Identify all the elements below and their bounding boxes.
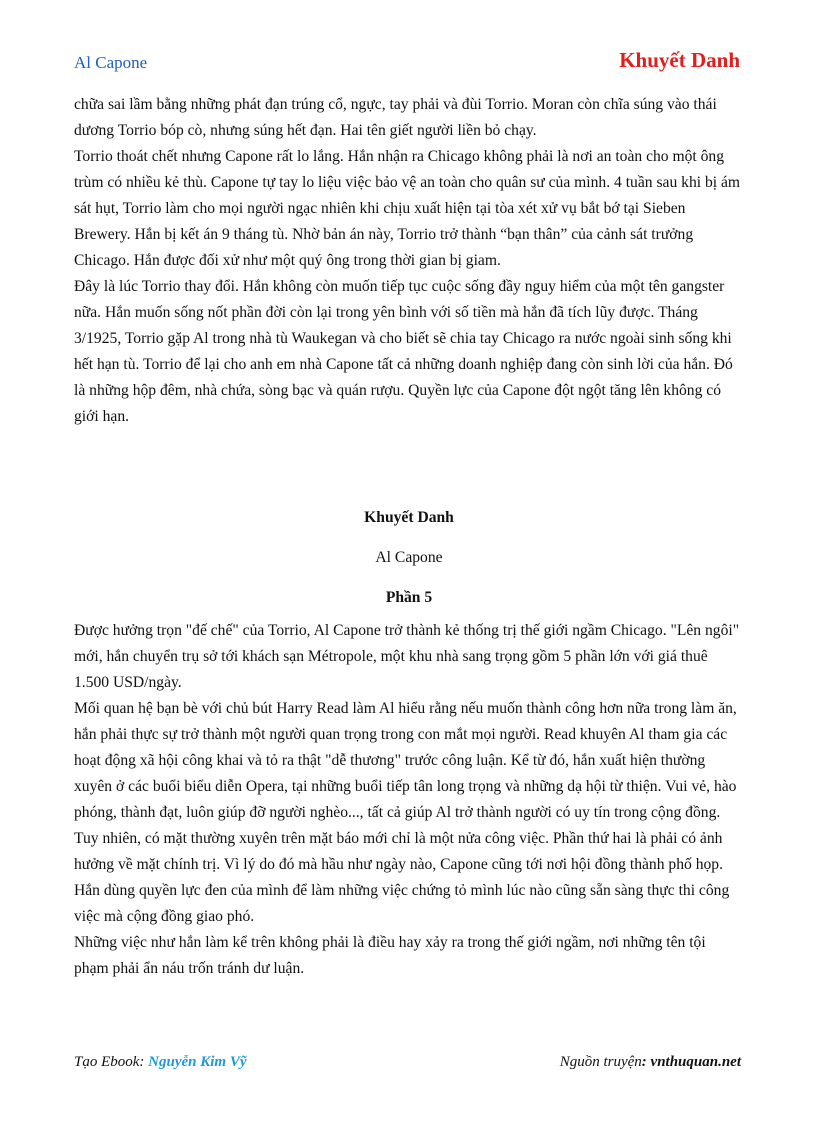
paragraph: Mối quan hệ bạn bè với chủ bút Harry Read làm Al hiểu rằng nếu muốn thành công hơn nữa trong làm ăn, hắn phải thực sự trở thành một người quan trọng trong con mắt mọi người. Read khuyên Al tham gia các hoạt động xã hội công khai và tỏ ra thật "dễ thương" trước công luận. Kể từ đó, hắn xuất hiện thường xuyên ở các buổi biểu diễn Opera, tại những buổi tiếp tân long trọng và những dạ hội từ thiện. Vui vẻ, hào phóng, thành đạt, luôn giúp đỡ người nghèo..., tất cả giúp Al trở thành người có uy tín trong cộng đồng. (74, 700, 737, 821)
footer-source-credit (560, 1054, 741, 1071)
header-author: Khuyết Danh (619, 48, 740, 72)
header-book-title: Al Capone (74, 53, 148, 72)
source-separator: : (641, 1054, 651, 1070)
paragraph: Những việc như hắn làm kể trên không phải là điều hay xảy ra trong thế giới ngầm, nơi những tên tội phạm phải ẩn náu trốn tránh dư luận. (74, 934, 706, 977)
page-header (74, 48, 740, 78)
paragraph: chữa sai lầm bằng những phát đạn trúng cổ, ngực, tay phải và đùi Torrio. Moran còn chĩa súng vào thái dương Torrio bóp cò, nhưng súng hết đạn. Hai tên giết người liền bỏ chạy. (74, 96, 717, 139)
section-part: Phần 5 (385, 589, 433, 606)
paragraph: Đây là lúc Torrio thay đổi. Hắn không còn muốn tiếp tục cuộc sống đầy nguy hiểm của một tên gangster nữa. Hắn muốn sống nốt phần đời còn lại trong yên bình với số tiền mà hắn đã tích lũy được. Tháng 3/1925, Torrio gặp Al trong nhà tù Waukegan và cho biết sẽ chia tay Chicago ra nước ngoài sinh sống khi hết hạn tù. Torrio để lại cho anh em nhà Capone tất cả những doanh nghiệp đang còn sinh lời của hắn. Đó là những hộp đêm, nhà chứa, sòng bạc và quán rượu. Quyền lực của Capone đột ngột tăng lên không có giới hạn. (74, 278, 733, 425)
ebook-separator: : (139, 1054, 149, 1070)
section-author: Khuyết Danh (364, 509, 454, 526)
source-site-link[interactable]: vnthuquan.net (650, 1054, 741, 1070)
section-spacer (74, 430, 744, 498)
paragraph: Tuy nhiên, có mặt thường xuyên trên mặt báo mới chỉ là một nửa công việc. Phần thứ hai là phải có ảnh hưởng về mặt chính trị. Vì lý do đó mà hầu như ngày nào, Capone cũng tới nơi hội đồng thành phố họp. Hắn dùng quyền lực đen của mình để làm những việc chứng tỏ mình lúc nào cũng sẵn sàng thực thi công việc mà cộng đồng giao phó. (74, 830, 730, 925)
section-title: Al Capone (375, 549, 443, 566)
ebook-label: Tạo Ebook (74, 1054, 140, 1070)
ebook-creator-name: Nguyễn Kim Vỹ (148, 1054, 247, 1070)
page-footer (74, 1054, 741, 1078)
footer-ebook-credit (74, 1054, 247, 1071)
page-content (74, 92, 744, 982)
paragraph: Torrio thoát chết nhưng Capone rất lo lắng. Hắn nhận ra Chicago không phải là nơi an toàn cho một ông trùm có nhiều kẻ thù. Capone tự tay lo liệu việc bảo vệ an toàn cho quân sư của mình. 4 tuần sau khi bị ám sát hụt, Torrio làm cho mọi người ngạc nhiên khi chịu xuất hiện tại tòa xét xử vụ bắt bớ tại Sieben Brewery. Hắn bị kết án 9 tháng tù. Nhờ bản án này, Torrio trở thành “bạn thân” của cảnh sát trưởng Chicago. Hắn được đối xử như một quý ông trong thời gian bị giam. (74, 148, 741, 269)
paragraph: Được hưởng trọn "đế chế" của Torrio, Al Capone trở thành kẻ thống trị thế giới ngầm Chicago. "Lên ngôi" mới, hắn chuyển trụ sở tới khách sạn Métropole, một khu nhà sang trọng gồm 5 phần lớn với giá thuê 1.500 USD/ngày. (74, 622, 740, 691)
source-label: Nguồn truyện (559, 1054, 642, 1070)
